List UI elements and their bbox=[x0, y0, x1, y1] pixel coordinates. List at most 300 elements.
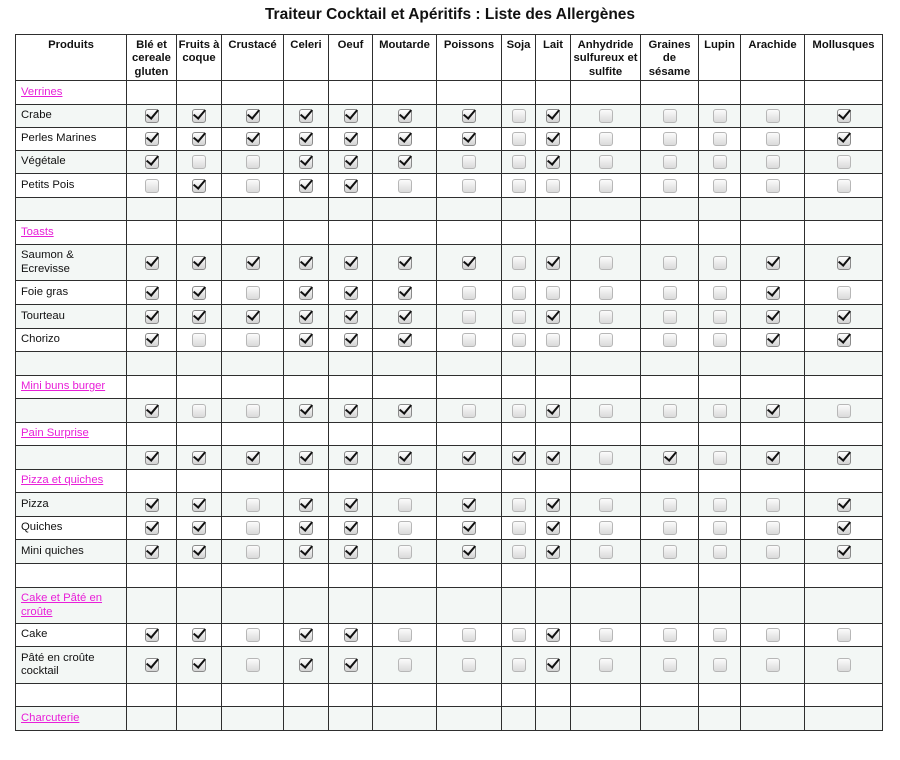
checkbox-checked[interactable] bbox=[299, 333, 313, 347]
allergen-cell bbox=[373, 151, 437, 174]
checkbox-checked[interactable] bbox=[837, 545, 851, 559]
checkbox-checked[interactable] bbox=[398, 286, 412, 300]
checkbox-checked[interactable] bbox=[299, 109, 313, 123]
empty-cell bbox=[16, 198, 127, 221]
checkbox-unchecked[interactable] bbox=[512, 521, 526, 535]
product-row bbox=[16, 517, 883, 540]
checkbox-checked[interactable] bbox=[766, 404, 780, 418]
checkbox-unchecked[interactable] bbox=[246, 545, 260, 559]
page-title: Traiteur Cocktail et Apéritifs : Liste des Allergènes bbox=[264, 6, 636, 23]
checkbox-unchecked[interactable] bbox=[713, 628, 727, 642]
checkbox-checked[interactable] bbox=[344, 521, 358, 535]
checkbox-unchecked[interactable] bbox=[713, 451, 727, 465]
checkbox-unchecked[interactable] bbox=[663, 498, 677, 512]
allergen-cell bbox=[805, 245, 883, 281]
checkbox-checked[interactable] bbox=[546, 155, 560, 169]
checkbox-checked[interactable] bbox=[246, 132, 260, 146]
checkbox-unchecked[interactable] bbox=[663, 256, 677, 270]
empty-cell bbox=[127, 564, 177, 588]
empty-cell bbox=[641, 707, 699, 731]
empty-cell bbox=[177, 684, 222, 707]
checkbox-checked[interactable] bbox=[299, 404, 313, 418]
empty-cell bbox=[805, 81, 883, 105]
checkbox-checked[interactable] bbox=[546, 658, 560, 672]
checkbox-checked[interactable] bbox=[344, 132, 358, 146]
checkbox-checked[interactable] bbox=[145, 404, 159, 418]
checkbox-checked[interactable] bbox=[462, 109, 476, 123]
checkbox-unchecked[interactable] bbox=[837, 628, 851, 642]
allergen-table bbox=[15, 34, 883, 731]
checkbox-checked[interactable] bbox=[192, 286, 206, 300]
checkbox-unchecked[interactable] bbox=[512, 545, 526, 559]
checkbox-checked[interactable] bbox=[192, 545, 206, 559]
checkbox-checked[interactable] bbox=[462, 132, 476, 146]
checkbox-unchecked[interactable] bbox=[192, 333, 206, 347]
checkbox-checked[interactable] bbox=[398, 404, 412, 418]
checkbox-checked[interactable] bbox=[192, 256, 206, 270]
checkbox-unchecked[interactable] bbox=[145, 179, 159, 193]
checkbox-unchecked[interactable] bbox=[246, 404, 260, 418]
checkbox-unchecked[interactable] bbox=[663, 179, 677, 193]
checkbox-checked[interactable] bbox=[192, 109, 206, 123]
checkbox-checked[interactable] bbox=[299, 310, 313, 324]
checkbox-checked[interactable] bbox=[192, 498, 206, 512]
checkbox-unchecked[interactable] bbox=[766, 628, 780, 642]
allergen-cell bbox=[177, 128, 222, 151]
product-name: Végétale bbox=[16, 151, 127, 174]
checkbox-unchecked[interactable] bbox=[713, 256, 727, 270]
checkbox-checked[interactable] bbox=[145, 545, 159, 559]
checkbox-checked[interactable] bbox=[145, 628, 159, 642]
allergen-cell bbox=[127, 128, 177, 151]
allergen-cell bbox=[127, 517, 177, 540]
empty-cell bbox=[699, 684, 741, 707]
checkbox-unchecked[interactable] bbox=[837, 658, 851, 672]
checkbox-unchecked[interactable] bbox=[512, 404, 526, 418]
checkbox-checked[interactable] bbox=[398, 451, 412, 465]
empty-cell bbox=[329, 470, 373, 493]
checkbox-unchecked[interactable] bbox=[766, 132, 780, 146]
allergen-cell bbox=[805, 493, 883, 517]
checkbox-checked[interactable] bbox=[344, 155, 358, 169]
checkbox-unchecked[interactable] bbox=[246, 179, 260, 193]
checkbox-unchecked[interactable] bbox=[512, 179, 526, 193]
empty-cell bbox=[536, 707, 571, 731]
checkbox-unchecked[interactable] bbox=[512, 155, 526, 169]
checkbox-unchecked[interactable] bbox=[512, 310, 526, 324]
checkbox-checked[interactable] bbox=[299, 155, 313, 169]
checkbox-checked[interactable] bbox=[192, 628, 206, 642]
checkbox-unchecked[interactable] bbox=[512, 132, 526, 146]
checkbox-checked[interactable] bbox=[462, 451, 476, 465]
checkbox-checked[interactable] bbox=[145, 498, 159, 512]
allergen-cell bbox=[536, 305, 571, 329]
checkbox-unchecked[interactable] bbox=[398, 545, 412, 559]
checkbox-unchecked[interactable] bbox=[713, 310, 727, 324]
allergen-cell bbox=[437, 151, 502, 174]
checkbox-unchecked[interactable] bbox=[599, 545, 613, 559]
checkbox-unchecked[interactable] bbox=[599, 333, 613, 347]
checkbox-unchecked[interactable] bbox=[713, 286, 727, 300]
checkbox-checked[interactable] bbox=[398, 310, 412, 324]
checkbox-checked[interactable] bbox=[344, 333, 358, 347]
allergen-cell bbox=[699, 174, 741, 198]
checkbox-unchecked[interactable] bbox=[512, 286, 526, 300]
checkbox-checked[interactable] bbox=[398, 109, 412, 123]
empty-cell bbox=[805, 588, 883, 624]
checkbox-checked[interactable] bbox=[546, 404, 560, 418]
checkbox-unchecked[interactable] bbox=[663, 658, 677, 672]
checkbox-unchecked[interactable] bbox=[663, 286, 677, 300]
allergen-cell bbox=[641, 647, 699, 684]
checkbox-checked[interactable] bbox=[837, 109, 851, 123]
checkbox-unchecked[interactable] bbox=[398, 498, 412, 512]
checkbox-checked[interactable] bbox=[344, 498, 358, 512]
checkbox-checked[interactable] bbox=[299, 286, 313, 300]
checkbox-unchecked[interactable] bbox=[599, 109, 613, 123]
checkbox-checked[interactable] bbox=[398, 256, 412, 270]
checkbox-checked[interactable] bbox=[344, 256, 358, 270]
allergen-cell bbox=[805, 305, 883, 329]
allergen-cell bbox=[699, 105, 741, 128]
checkbox-unchecked[interactable] bbox=[837, 404, 851, 418]
checkbox-unchecked[interactable] bbox=[462, 310, 476, 324]
checkbox-unchecked[interactable] bbox=[599, 310, 613, 324]
checkbox-unchecked[interactable] bbox=[512, 498, 526, 512]
checkbox-unchecked[interactable] bbox=[766, 521, 780, 535]
checkbox-checked[interactable] bbox=[299, 179, 313, 193]
checkbox-checked[interactable] bbox=[837, 521, 851, 535]
allergen-cell bbox=[805, 540, 883, 564]
checkbox-checked[interactable] bbox=[837, 310, 851, 324]
checkbox-unchecked[interactable] bbox=[663, 521, 677, 535]
checkbox-unchecked[interactable] bbox=[599, 521, 613, 535]
allergen-cell bbox=[536, 647, 571, 684]
checkbox-checked[interactable] bbox=[246, 451, 260, 465]
checkbox-checked[interactable] bbox=[546, 109, 560, 123]
section-link[interactable]: Verrines bbox=[21, 85, 63, 98]
checkbox-unchecked[interactable] bbox=[837, 286, 851, 300]
checkbox-checked[interactable] bbox=[344, 404, 358, 418]
empty-cell bbox=[699, 198, 741, 221]
checkbox-checked[interactable] bbox=[299, 132, 313, 146]
checkbox-checked[interactable] bbox=[145, 155, 159, 169]
allergen-cell bbox=[222, 281, 284, 305]
checkbox-unchecked[interactable] bbox=[462, 179, 476, 193]
empty-cell bbox=[571, 376, 641, 399]
checkbox-unchecked[interactable] bbox=[599, 179, 613, 193]
column-header-anhydride-sulfureux: Anhydride sulfureux et sulfite bbox=[571, 35, 641, 81]
checkbox-unchecked[interactable] bbox=[766, 545, 780, 559]
checkbox-unchecked[interactable] bbox=[246, 498, 260, 512]
allergen-cell bbox=[373, 281, 437, 305]
empty-cell bbox=[502, 564, 536, 588]
allergen-cell bbox=[741, 329, 805, 352]
empty-cell bbox=[127, 423, 177, 446]
checkbox-unchecked[interactable] bbox=[512, 628, 526, 642]
allergen-cell bbox=[373, 399, 437, 423]
allergen-cell bbox=[127, 245, 177, 281]
allergen-cell bbox=[741, 540, 805, 564]
checkbox-unchecked[interactable] bbox=[663, 545, 677, 559]
allergen-cell bbox=[127, 174, 177, 198]
checkbox-unchecked[interactable] bbox=[599, 155, 613, 169]
checkbox-unchecked[interactable] bbox=[246, 521, 260, 535]
checkbox-checked[interactable] bbox=[546, 628, 560, 642]
checkbox-checked[interactable] bbox=[192, 310, 206, 324]
section-link[interactable]: Cake et Pâté en croûte bbox=[21, 592, 103, 618]
checkbox-unchecked[interactable] bbox=[766, 109, 780, 123]
empty-cell bbox=[536, 198, 571, 221]
checkbox-checked[interactable] bbox=[766, 310, 780, 324]
checkbox-checked[interactable] bbox=[145, 132, 159, 146]
checkbox-unchecked[interactable] bbox=[713, 498, 727, 512]
checkbox-checked[interactable] bbox=[462, 498, 476, 512]
section-cell bbox=[16, 376, 127, 399]
allergen-cell bbox=[571, 517, 641, 540]
checkbox-unchecked[interactable] bbox=[398, 179, 412, 193]
checkbox-unchecked[interactable] bbox=[546, 179, 560, 193]
checkbox-checked[interactable] bbox=[299, 545, 313, 559]
checkbox-unchecked[interactable] bbox=[713, 179, 727, 193]
empty-cell bbox=[805, 423, 883, 446]
checkbox-unchecked[interactable] bbox=[663, 310, 677, 324]
checkbox-checked[interactable] bbox=[546, 310, 560, 324]
checkbox-unchecked[interactable] bbox=[663, 109, 677, 123]
checkbox-checked[interactable] bbox=[344, 545, 358, 559]
section-link[interactable]: Toasts bbox=[21, 225, 54, 238]
checkbox-unchecked[interactable] bbox=[192, 155, 206, 169]
checkbox-checked[interactable] bbox=[766, 286, 780, 300]
empty-cell bbox=[502, 198, 536, 221]
checkbox-checked[interactable] bbox=[145, 286, 159, 300]
allergen-cell bbox=[571, 281, 641, 305]
checkbox-checked[interactable] bbox=[344, 628, 358, 642]
empty-cell bbox=[741, 352, 805, 376]
allergen-cell bbox=[502, 174, 536, 198]
checkbox-unchecked[interactable] bbox=[546, 333, 560, 347]
product-name: Crabe bbox=[16, 105, 127, 128]
checkbox-unchecked[interactable] bbox=[398, 628, 412, 642]
checkbox-checked[interactable] bbox=[398, 333, 412, 347]
checkbox-unchecked[interactable] bbox=[663, 404, 677, 418]
allergen-cell bbox=[741, 174, 805, 198]
checkbox-unchecked[interactable] bbox=[546, 286, 560, 300]
checkbox-unchecked[interactable] bbox=[462, 628, 476, 642]
checkbox-checked[interactable] bbox=[766, 451, 780, 465]
empty-cell bbox=[222, 423, 284, 446]
checkbox-checked[interactable] bbox=[246, 310, 260, 324]
empty-cell bbox=[329, 684, 373, 707]
checkbox-unchecked[interactable] bbox=[713, 155, 727, 169]
checkbox-unchecked[interactable] bbox=[599, 256, 613, 270]
checkbox-checked[interactable] bbox=[837, 132, 851, 146]
header-row bbox=[16, 35, 883, 81]
allergen-cell bbox=[502, 329, 536, 352]
checkbox-unchecked[interactable] bbox=[512, 256, 526, 270]
checkbox-checked[interactable] bbox=[546, 132, 560, 146]
column-header-mollusques: Mollusques bbox=[805, 35, 883, 81]
checkbox-checked[interactable] bbox=[299, 498, 313, 512]
empty-cell bbox=[805, 221, 883, 245]
checkbox-unchecked[interactable] bbox=[512, 333, 526, 347]
section-link[interactable]: Pizza et quiches bbox=[21, 474, 104, 487]
checkbox-unchecked[interactable] bbox=[713, 132, 727, 146]
empty-cell bbox=[177, 81, 222, 105]
allergen-cell bbox=[805, 517, 883, 540]
checkbox-unchecked[interactable] bbox=[599, 498, 613, 512]
checkbox-checked[interactable] bbox=[546, 256, 560, 270]
checkbox-unchecked[interactable] bbox=[398, 521, 412, 535]
empty-cell bbox=[741, 376, 805, 399]
checkbox-unchecked[interactable] bbox=[713, 109, 727, 123]
allergen-cell bbox=[571, 128, 641, 151]
allergen-cell bbox=[222, 305, 284, 329]
checkbox-unchecked[interactable] bbox=[713, 545, 727, 559]
checkbox-unchecked[interactable] bbox=[599, 628, 613, 642]
empty-cell bbox=[571, 684, 641, 707]
checkbox-unchecked[interactable] bbox=[246, 628, 260, 642]
checkbox-checked[interactable] bbox=[299, 256, 313, 270]
empty-cell bbox=[373, 684, 437, 707]
checkbox-unchecked[interactable] bbox=[462, 658, 476, 672]
empty-cell bbox=[437, 588, 502, 624]
checkbox-checked[interactable] bbox=[344, 658, 358, 672]
checkbox-checked[interactable] bbox=[192, 451, 206, 465]
checkbox-checked[interactable] bbox=[546, 451, 560, 465]
checkbox-checked[interactable] bbox=[462, 521, 476, 535]
checkbox-unchecked[interactable] bbox=[713, 521, 727, 535]
checkbox-unchecked[interactable] bbox=[599, 451, 613, 465]
empty-cell bbox=[741, 564, 805, 588]
checkbox-unchecked[interactable] bbox=[246, 286, 260, 300]
checkbox-checked[interactable] bbox=[766, 333, 780, 347]
checkbox-checked[interactable] bbox=[837, 498, 851, 512]
checkbox-unchecked[interactable] bbox=[462, 333, 476, 347]
checkbox-checked[interactable] bbox=[766, 256, 780, 270]
checkbox-checked[interactable] bbox=[192, 179, 206, 193]
checkbox-checked[interactable] bbox=[344, 109, 358, 123]
checkbox-checked[interactable] bbox=[299, 658, 313, 672]
checkbox-checked[interactable] bbox=[344, 286, 358, 300]
section-cell bbox=[16, 707, 127, 731]
checkbox-unchecked[interactable] bbox=[663, 155, 677, 169]
checkbox-unchecked[interactable] bbox=[462, 404, 476, 418]
checkbox-unchecked[interactable] bbox=[246, 658, 260, 672]
checkbox-unchecked[interactable] bbox=[766, 155, 780, 169]
checkbox-checked[interactable] bbox=[145, 451, 159, 465]
allergen-cell bbox=[373, 105, 437, 128]
checkbox-unchecked[interactable] bbox=[663, 628, 677, 642]
checkbox-unchecked[interactable] bbox=[599, 404, 613, 418]
checkbox-unchecked[interactable] bbox=[713, 658, 727, 672]
empty-cell bbox=[502, 588, 536, 624]
checkbox-checked[interactable] bbox=[663, 451, 677, 465]
checkbox-unchecked[interactable] bbox=[837, 155, 851, 169]
empty-cell bbox=[699, 221, 741, 245]
checkbox-unchecked[interactable] bbox=[663, 333, 677, 347]
checkbox-checked[interactable] bbox=[192, 132, 206, 146]
checkbox-unchecked[interactable] bbox=[512, 658, 526, 672]
checkbox-checked[interactable] bbox=[299, 451, 313, 465]
checkbox-unchecked[interactable] bbox=[599, 658, 613, 672]
checkbox-checked[interactable] bbox=[344, 451, 358, 465]
checkbox-checked[interactable] bbox=[246, 109, 260, 123]
checkbox-unchecked[interactable] bbox=[837, 179, 851, 193]
checkbox-unchecked[interactable] bbox=[462, 155, 476, 169]
checkbox-checked[interactable] bbox=[192, 658, 206, 672]
product-row bbox=[16, 245, 883, 281]
empty-cell bbox=[699, 470, 741, 493]
checkbox-unchecked[interactable] bbox=[766, 179, 780, 193]
checkbox-checked[interactable] bbox=[462, 545, 476, 559]
checkbox-checked[interactable] bbox=[837, 451, 851, 465]
checkbox-unchecked[interactable] bbox=[512, 109, 526, 123]
allergen-cell bbox=[502, 624, 536, 647]
section-link[interactable]: Mini buns burger bbox=[21, 380, 106, 393]
allergen-cell bbox=[329, 399, 373, 423]
checkbox-unchecked[interactable] bbox=[462, 286, 476, 300]
checkbox-checked[interactable] bbox=[299, 628, 313, 642]
checkbox-checked[interactable] bbox=[145, 658, 159, 672]
checkbox-checked[interactable] bbox=[344, 179, 358, 193]
product-row bbox=[16, 399, 883, 423]
checkbox-checked[interactable] bbox=[145, 310, 159, 324]
allergen-cell bbox=[222, 540, 284, 564]
checkbox-unchecked[interactable] bbox=[766, 498, 780, 512]
checkbox-checked[interactable] bbox=[145, 256, 159, 270]
checkbox-checked[interactable] bbox=[546, 498, 560, 512]
section-link[interactable]: Charcuterie bbox=[21, 711, 80, 724]
checkbox-unchecked[interactable] bbox=[663, 132, 677, 146]
checkbox-unchecked[interactable] bbox=[246, 333, 260, 347]
checkbox-checked[interactable] bbox=[398, 155, 412, 169]
checkbox-unchecked[interactable] bbox=[599, 132, 613, 146]
checkbox-checked[interactable] bbox=[299, 521, 313, 535]
checkbox-unchecked[interactable] bbox=[766, 658, 780, 672]
checkbox-checked[interactable] bbox=[837, 256, 851, 270]
checkbox-unchecked[interactable] bbox=[398, 658, 412, 672]
allergen-cell bbox=[222, 399, 284, 423]
checkbox-checked[interactable] bbox=[546, 521, 560, 535]
checkbox-unchecked[interactable] bbox=[192, 404, 206, 418]
checkbox-checked[interactable] bbox=[512, 451, 526, 465]
checkbox-unchecked[interactable] bbox=[599, 286, 613, 300]
checkbox-checked[interactable] bbox=[344, 310, 358, 324]
checkbox-checked[interactable] bbox=[246, 256, 260, 270]
checkbox-unchecked[interactable] bbox=[713, 404, 727, 418]
checkbox-checked[interactable] bbox=[145, 333, 159, 347]
checkbox-checked[interactable] bbox=[462, 256, 476, 270]
allergen-cell bbox=[571, 105, 641, 128]
checkbox-checked[interactable] bbox=[837, 333, 851, 347]
checkbox-checked[interactable] bbox=[145, 109, 159, 123]
allergen-cell bbox=[641, 493, 699, 517]
checkbox-checked[interactable] bbox=[145, 521, 159, 535]
allergen-cell bbox=[437, 128, 502, 151]
empty-cell bbox=[329, 564, 373, 588]
empty-cell bbox=[177, 423, 222, 446]
allergen-cell bbox=[571, 305, 641, 329]
checkbox-checked[interactable] bbox=[546, 545, 560, 559]
checkbox-unchecked[interactable] bbox=[713, 333, 727, 347]
section-link[interactable]: Pain Surprise bbox=[21, 427, 89, 440]
checkbox-checked[interactable] bbox=[398, 132, 412, 146]
empty-cell bbox=[177, 470, 222, 493]
checkbox-unchecked[interactable] bbox=[246, 155, 260, 169]
section-row bbox=[16, 376, 883, 399]
checkbox-checked[interactable] bbox=[192, 521, 206, 535]
